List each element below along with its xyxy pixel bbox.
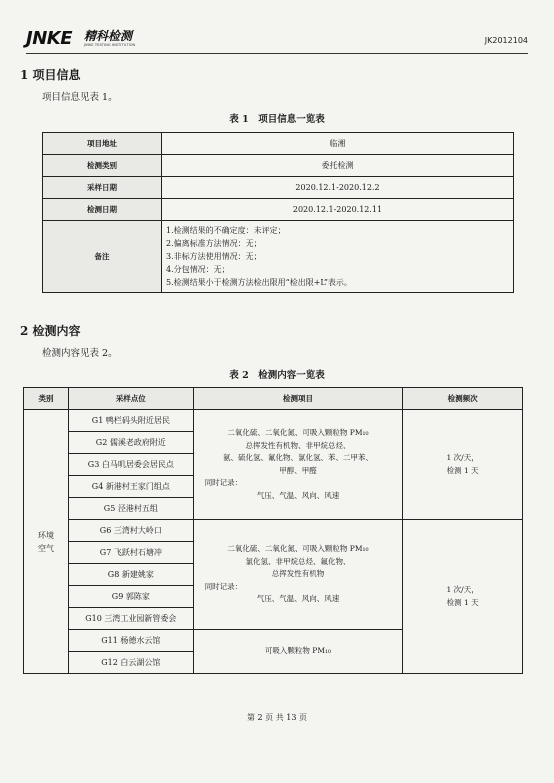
note-line: 4.分包情况：无； [166,265,230,274]
company-logo-cn: 精科检测 [84,29,133,43]
frequency-group-2 [403,520,523,674]
section-2-title: 2 检测内容 [20,324,81,338]
table-row [43,155,514,177]
table-row [43,221,514,293]
project-info-table [42,132,514,293]
note-line: 1.检测结果的不确定度：未评定； [166,226,286,235]
sampling-point: G12 白云湖公馆 [68,652,193,674]
item-line: 甲醇、甲醛 [279,465,317,475]
detection-content-table [23,387,523,674]
table-1-caption: 表 1 项目信息一览表 [229,114,325,125]
company-logo-subtitle: JINKE TESTING INSTITUTION [84,43,136,47]
section-1-intro: 项目信息见表 1。 [42,92,118,103]
table-2-caption: 表 2 检测内容一览表 [229,370,325,381]
item-line: 气压、气温、风向、风速 [256,490,340,500]
frequency-line: 检测 1 天 [446,597,479,607]
sampling-point: G7 飞跃村石塘冲 [68,542,193,564]
sampling-point: G11 杨德水云馆 [68,630,193,652]
item-line: 二氧化硫、二氧化氮、可吸入颗粒物 PM₁₀ [227,428,369,437]
section-2-intro: 检测内容见表 2。 [42,348,118,359]
item-line: 同时记录： [204,478,243,487]
note-line: 2.偏离标准方法情况：无； [166,239,262,248]
frequency-line: 检测 1 天 [446,465,479,475]
sampling-point: G8 新建姚家 [68,564,193,586]
sampling-point: G9 郭陈家 [68,586,193,608]
row-value: 2020.12.1-2020.12.11 [162,199,514,221]
table-header-row [24,388,523,410]
table-row [43,177,514,199]
frequency-group-1 [403,410,523,520]
notes-cell [162,221,514,293]
item-line: 氯化氢、非甲烷总烃、氟化物、 [245,556,351,566]
row-label: 采样日期 [43,177,162,199]
item-line: 总挥发性有机物、非甲烷总烃、 [245,440,351,450]
item-line: 可吸入颗粒物 PM₁₀ [264,646,332,656]
category-text: 环境空气 [37,530,54,553]
sampling-point: G4 新港村王家门组点 [68,476,193,498]
item-line: 氨、硫化氢、氟化物、氯化氢、苯、二甲苯、 [222,453,373,462]
item-line: 二氧化硫、二氧化氮、可吸入颗粒物 PM₁₀ [227,544,369,554]
row-value: 临湘 [162,133,514,155]
sampling-point: G10 三湾工业园新管委会 [68,608,193,630]
sampling-point: G5 泾港村五组 [68,498,193,520]
page-header [26,30,528,52]
sampling-point: G1 鸭栏码头附近居民 [68,410,193,432]
detection-items-group-3 [193,630,403,674]
category-cell [24,410,69,674]
header-sampling-point: 采样点位 [68,388,193,410]
sampling-point: G6 三湾村大岭口 [68,520,193,542]
row-label: 项目地址 [43,133,162,155]
detection-items-group-1 [193,410,403,520]
section-1-title: 1 项目信息 [20,68,81,82]
table-row [43,199,514,221]
note-line: 3.非标方法使用情况：无； [166,252,262,261]
item-line: 同时记录： [204,581,243,591]
table-row [24,410,523,432]
page-footer: 第 2 页 共 13 页 [247,713,307,722]
row-value: 委托检测 [162,155,514,177]
frequency-line: 1 次/天， [446,453,479,462]
company-logo: JNKE [26,28,73,49]
sampling-point: G2 儒溪老政府附近 [68,432,193,454]
header-category: 类别 [24,388,69,410]
item-line: 总挥发性有机物 [271,569,325,579]
item-line: 气压、气温、风向、风速 [256,594,340,604]
table-row [24,520,523,542]
detection-items-group-2 [193,520,403,630]
sampling-point: G3 白马叽居委会居民点 [68,454,193,476]
header-detection-items: 检测项目 [193,388,403,410]
document-number: JK2012104 [484,36,528,45]
table-row [43,133,514,155]
row-label: 检测类别 [43,155,162,177]
note-line: 5.检测结果小于检测方法检出限用“检出限+L”表示。 [166,278,352,287]
header-frequency: 检测频次 [403,388,523,410]
row-label: 检测日期 [43,199,162,221]
header-divider [26,53,528,54]
notes-label: 备注 [43,221,162,293]
row-value: 2020.12.1-2020.12.2 [162,177,514,199]
frequency-line: 1 次/天， [446,585,479,594]
